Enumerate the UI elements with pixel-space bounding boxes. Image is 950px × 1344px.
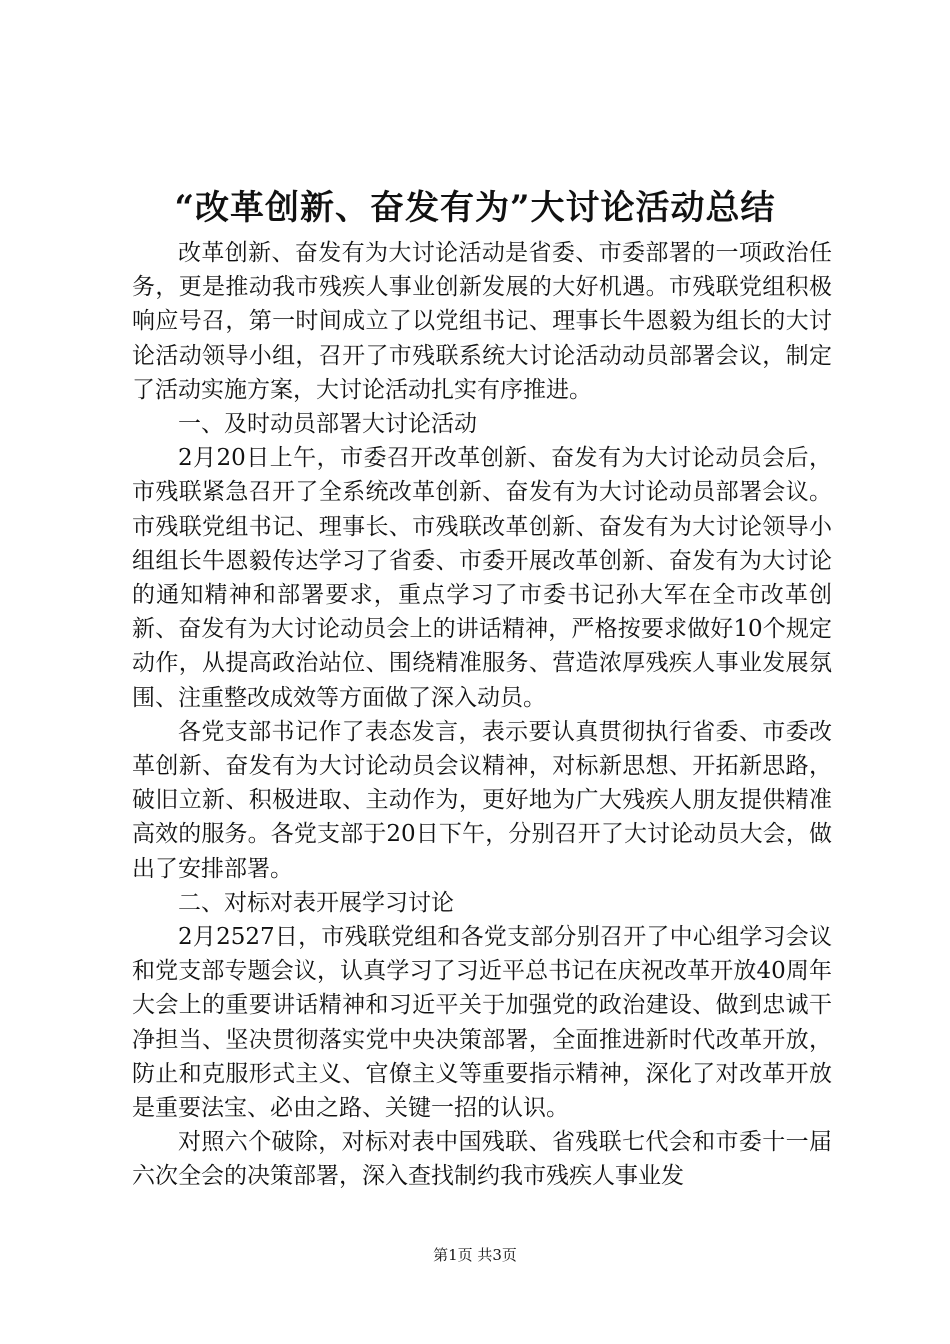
section-heading-1: 一、及时动员部署大讨论活动 xyxy=(178,411,477,438)
section-heading-2: 二、对标对表开展学习讨论 xyxy=(178,889,454,916)
document-body xyxy=(132,236,832,1194)
paragraph-intro: 改革创新、奋发有为大讨论活动是省委、市委部署的一项政治任务，更是推动我市残疾人事业创新发展的大好机遇。市残联党组积极响应号召，第一时间成立了以党组书记、理事长牛恩毅为组长的大讨论活动领导小组，召开了市残联系统大讨论活动动员部署会议，制定了活动实施方案，大讨论活动扎实有序推进。 xyxy=(132,240,832,403)
paragraph-mobilization: 2月20日上午，市委召开改革创新、奋发有为大讨论动员会后，市残联紧急召开了全系统改革创新、奋发有为大讨论动员部署会议。市残联党组书记、理事长、市残联改革创新、奋发有为大讨论领导小组组长牛恩毅传达学习了省委、市委开展改革创新、奋发有为大讨论的通知精神和部署要求，重点学习了市委书记孙大军在全市改革创新、奋发有为大讨论动员会上的讲话精神，严格按要求做好10个规定动作，从提高政治站位、围绕精准服务、营造浓厚残疾人事业发展氛围、注重整改成效等方面做了深入动员。 xyxy=(132,445,832,711)
paragraph-branch-statements: 各党支部书记作了表态发言，表示要认真贯彻执行省委、市委改革创新、奋发有为大讨论动员会议精神，对标新思想、开拓新思路，破旧立新、积极进取、主动作为，更好地为广大残疾人朋友提供精准高效的服务。各党支部于20日下午，分别召开了大讨论动员大会，做出了安排部署。 xyxy=(132,718,832,882)
paragraph-benchmarking: 对照六个破除，对标对表中国残联、省残联七代会和市委十一届六次全会的决策部署，深入查找制约我市残疾人事业发 xyxy=(132,1129,832,1190)
page-footer: 第1页 共3页 xyxy=(433,1246,517,1264)
paragraph-study-sessions: 2月2527日，市残联党组和各党支部分别召开了中心组学习会议和党支部专题会议，认真学习了习近平总书记在庆祝改革开放40周年大会上的重要讲话精神和习近平关于加强党的政治建设、做到忠诚干净担当、坚决贯彻落实党中央决策部署，全面推进新时代改革开放，防止和克服形式主义、官僚主义等重要指示精神，深化了对改革开放是重要法宝、必由之路、关键一招的认识。 xyxy=(132,924,832,1122)
document-title: “改革创新、奋发有为”大讨论活动总结 xyxy=(174,188,776,228)
